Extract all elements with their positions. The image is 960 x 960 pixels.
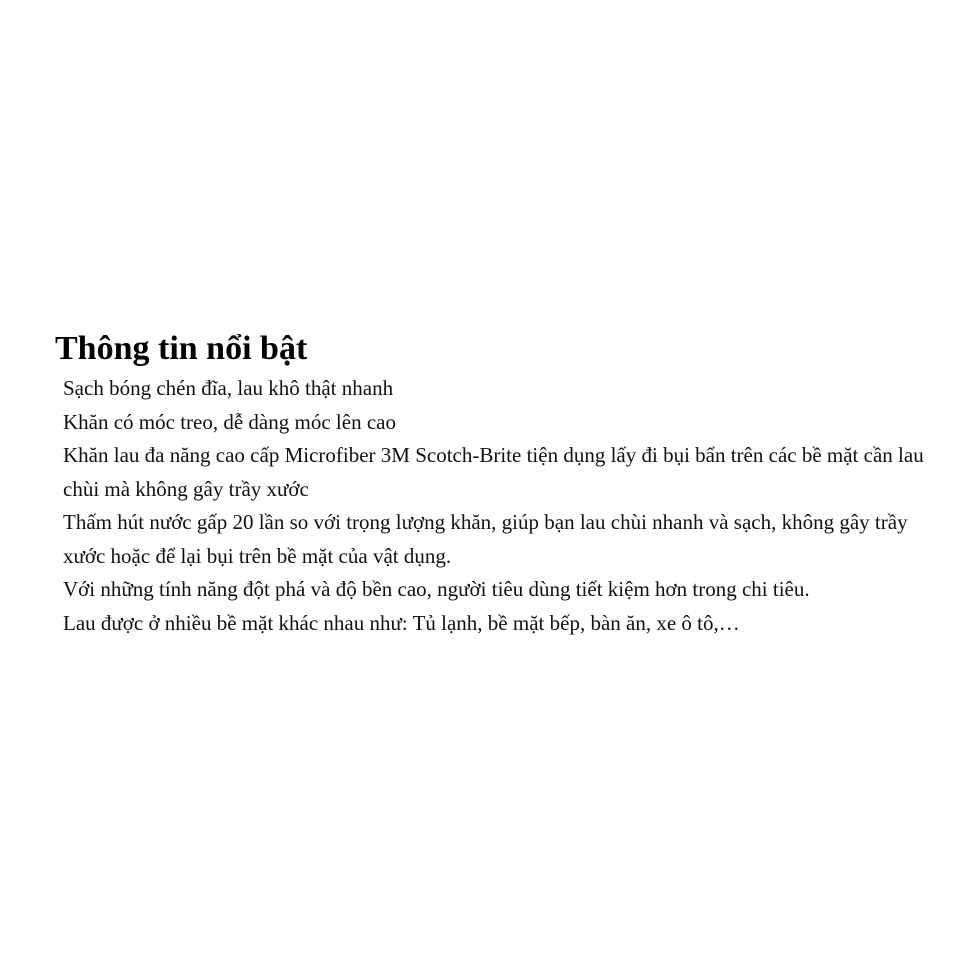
highlights-section [55,326,950,640]
feature-item-durability: Với những tính năng đột phá và độ bền cao, người tiêu dùng tiết kiệm hơn trong chi tiêu. [63,577,810,601]
feature-item-clean-dishes: Sạch bóng chén đĩa, lau khô thật nhanh [63,376,394,400]
feature-item-surfaces: Lau được ở nhiều bề mặt khác nhau như: Tủ lạnh, bề mặt bếp, bàn ăn, xe ô tô,… [63,610,740,635]
feature-item-hanging-hook: Khăn có móc treo, dễ dàng móc lên cao [63,409,396,434]
section-title: Thông tin nổi bật [55,330,308,367]
feature-list [55,372,950,640]
feature-item-microfiber: Khăn lau đa năng cao cấp Microfiber 3M Scotch-Brite tiện dụng lấy đi bụi bẩn trên các bề mặt cần lau chùi mà không gây trầy xước [63,443,924,501]
feature-item-absorbency: Thấm hút nước gấp 20 lần so với trọng lượng khăn, giúp bạn lau chùi nhanh và sạch, không gây trầy xước hoặc để lại bụi trên bề mặt của vật dụng. [63,510,908,568]
